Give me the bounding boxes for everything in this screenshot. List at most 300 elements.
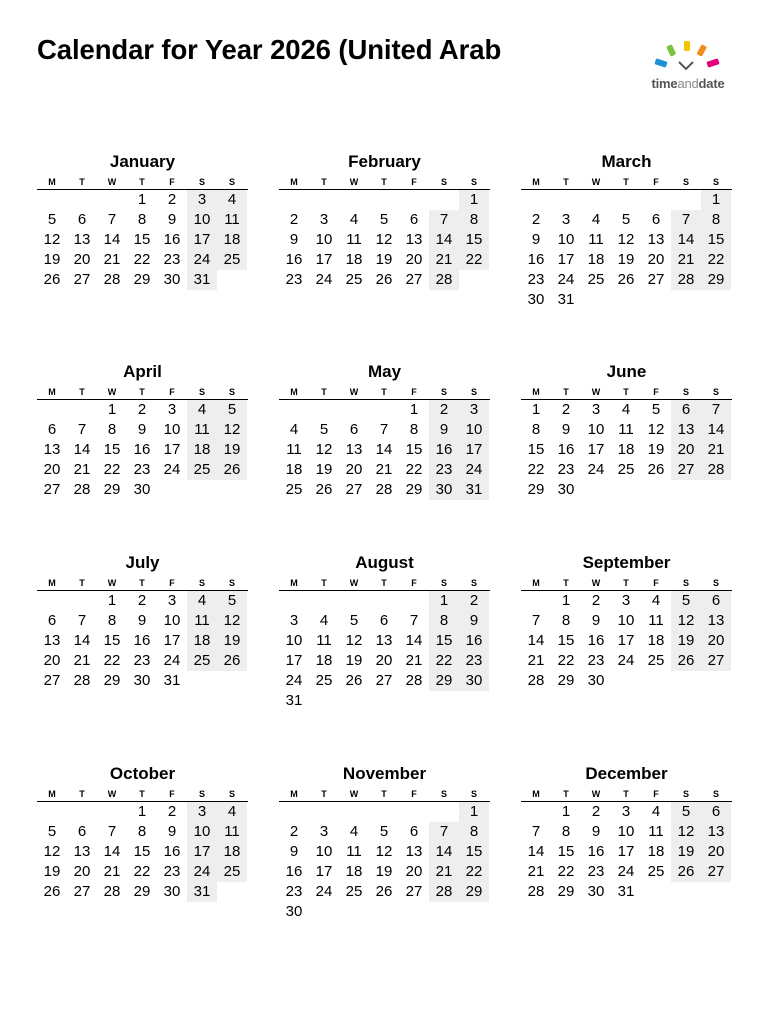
day-cell: 28: [527, 672, 545, 689]
day-cell: 2: [167, 191, 177, 208]
weekend-day-cell: [701, 671, 731, 691]
day-cell: 7: [531, 823, 541, 840]
weekend-day-cell: 25: [217, 862, 247, 882]
day-cell: 25: [647, 863, 665, 880]
day-cell: 21: [527, 863, 545, 880]
day-cell: [521, 190, 551, 210]
day-cell: [369, 691, 399, 711]
weekday-label: T: [139, 578, 145, 588]
day-cell: 18: [647, 632, 665, 649]
day-cell: 29: [133, 883, 151, 900]
weekend-day-cell: [701, 882, 731, 902]
day-cell: 20: [43, 652, 61, 669]
weekday-label: T: [381, 387, 387, 397]
day-cell: 23: [557, 461, 575, 478]
day-cell: 12: [315, 441, 333, 458]
day-cell: 13: [43, 632, 61, 649]
day-cell: 17: [163, 632, 181, 649]
day-cell: 25: [285, 481, 303, 498]
day-cell: 23: [527, 271, 545, 288]
day-cell: 23: [133, 652, 151, 669]
day-cell: 4: [349, 823, 359, 840]
weekend-day-cell: 4: [217, 802, 247, 822]
day-cell: 6: [47, 421, 57, 438]
month-march: [521, 152, 732, 310]
day-cell: 28: [527, 883, 545, 900]
day-cell: 16: [133, 441, 151, 458]
week-row: [37, 440, 248, 460]
weekday-header: [279, 177, 490, 190]
weekday-label: S: [228, 578, 235, 588]
day-cell: 13: [43, 441, 61, 458]
weekday-label: W: [591, 387, 601, 397]
day-cell: 29: [527, 481, 545, 498]
day-cell: 23: [163, 251, 181, 268]
day-cell: 15: [405, 441, 423, 458]
day-cell: [339, 400, 369, 420]
week-row: [37, 631, 248, 651]
day-cell: 13: [375, 632, 393, 649]
day-cell: 14: [73, 441, 91, 458]
day-cell: [67, 591, 97, 611]
weekend-day-cell: [429, 902, 459, 922]
day-cell: 28: [73, 481, 91, 498]
weekday-label: W: [591, 177, 601, 187]
week-row: [37, 802, 248, 822]
weekday-label: M: [532, 177, 540, 187]
weekend-day-cell: [217, 882, 247, 902]
day-cell: 20: [345, 461, 363, 478]
day-cell: 12: [617, 231, 635, 248]
day-cell: 5: [47, 823, 57, 840]
month-february: [279, 152, 490, 290]
day-cell: [369, 190, 399, 210]
weekday-header: [521, 387, 732, 400]
month-name: September: [582, 553, 671, 572]
weekend-day-cell: 11: [217, 210, 247, 230]
week-row: [37, 651, 248, 671]
month-name: June: [606, 362, 647, 381]
day-cell: [641, 671, 671, 691]
weekday-label: W: [107, 387, 117, 397]
week-row: [279, 631, 490, 651]
day-cell: 14: [103, 843, 121, 860]
weekend-day-cell: 19: [217, 631, 247, 651]
day-cell: 30: [163, 271, 181, 288]
day-cell: 11: [648, 823, 664, 840]
day-cell: 19: [375, 863, 393, 880]
weekend-day-cell: 31: [187, 882, 217, 902]
weekend-day-cell: [701, 480, 731, 500]
month-name: October: [109, 764, 176, 783]
day-cell: 14: [375, 441, 393, 458]
week-row: [521, 862, 732, 882]
day-cell: [339, 902, 369, 922]
weekend-day-cell: 7: [671, 210, 701, 230]
weekday-label: T: [563, 177, 569, 187]
weekend-day-cell: 5: [671, 591, 701, 611]
day-cell: [67, 190, 97, 210]
day-cell: 15: [133, 843, 151, 860]
day-cell: 15: [103, 441, 121, 458]
day-cell: 6: [47, 612, 57, 629]
day-cell: 17: [315, 251, 333, 268]
day-cell: 5: [621, 211, 631, 228]
timeanddate-logo[interactable]: [642, 38, 734, 94]
day-cell: 22: [103, 461, 121, 478]
weekend-day-cell: 21: [429, 862, 459, 882]
day-cell: 28: [103, 271, 121, 288]
day-cell: 30: [587, 883, 605, 900]
day-cell: 12: [345, 632, 363, 649]
day-cell: 7: [107, 211, 117, 228]
weekday-label: F: [411, 387, 417, 397]
day-cell: [309, 591, 339, 611]
day-cell: 16: [133, 632, 151, 649]
weekday-label: S: [682, 387, 689, 397]
week-row: [279, 822, 490, 842]
day-cell: 1: [409, 401, 419, 418]
day-cell: 30: [163, 883, 181, 900]
weekday-label: W: [349, 387, 359, 397]
day-cell: 18: [617, 441, 635, 458]
week-row: [37, 210, 248, 230]
week-row: [279, 882, 490, 902]
day-cell: 19: [43, 251, 61, 268]
day-cell: [641, 290, 671, 310]
day-cell: 22: [527, 461, 545, 478]
week-row: [279, 400, 490, 420]
day-cell: 18: [315, 652, 333, 669]
weekend-day-cell: 17: [459, 440, 489, 460]
weekday-label: T: [623, 578, 629, 588]
week-row: [279, 480, 490, 500]
weekday-label: S: [440, 578, 447, 588]
day-cell: 12: [375, 843, 393, 860]
weekday-label: S: [228, 177, 235, 187]
weekend-day-cell: 27: [701, 862, 731, 882]
weekday-label: T: [321, 789, 327, 799]
week-row: [521, 631, 732, 651]
day-cell: 18: [587, 251, 605, 268]
day-cell: 26: [315, 481, 333, 498]
day-cell: 19: [345, 652, 363, 669]
week-row: [279, 691, 490, 711]
weekday-label: S: [682, 789, 689, 799]
month-july: [37, 553, 248, 691]
day-cell: 14: [527, 843, 545, 860]
week-row: [37, 611, 248, 631]
weekend-day-cell: [701, 290, 731, 310]
day-cell: 27: [43, 481, 61, 498]
day-cell: 11: [346, 231, 362, 248]
weekday-label: M: [290, 789, 298, 799]
logo-wordmark: [642, 76, 734, 91]
day-cell: 27: [405, 883, 423, 900]
week-row: [279, 420, 490, 440]
day-cell: 15: [557, 843, 575, 860]
week-row: [521, 460, 732, 480]
day-cell: 15: [103, 632, 121, 649]
day-cell: 24: [617, 652, 635, 669]
weekend-day-cell: 22: [459, 250, 489, 270]
day-cell: 10: [617, 612, 635, 629]
day-cell: 22: [557, 863, 575, 880]
day-cell: 3: [319, 211, 329, 228]
day-cell: 30: [285, 903, 303, 920]
day-cell: 30: [557, 481, 575, 498]
weekday-label: F: [411, 578, 417, 588]
weekday-label: W: [591, 578, 601, 588]
weekend-day-cell: 24: [187, 862, 217, 882]
day-cell: 25: [315, 672, 333, 689]
logo-ray: [706, 58, 719, 67]
logo-text-time: time: [651, 76, 678, 91]
day-cell: 1: [137, 191, 147, 208]
weekday-label: T: [623, 177, 629, 187]
day-cell: 6: [379, 612, 389, 629]
week-row: [37, 480, 248, 500]
day-cell: [399, 591, 429, 611]
sun-rays-icon: [642, 38, 734, 74]
page-title: Calendar for Year 2026 (United Arab: [37, 34, 502, 65]
weekend-day-cell: 29: [429, 671, 459, 691]
day-cell: [641, 190, 671, 210]
week-row: [279, 210, 490, 230]
weekday-label: T: [79, 177, 85, 187]
weekday-label: T: [623, 789, 629, 799]
day-cell: 11: [286, 441, 302, 458]
week-row: [37, 842, 248, 862]
weekend-day-cell: 16: [429, 440, 459, 460]
day-cell: 2: [167, 803, 177, 820]
day-cell: 24: [163, 652, 181, 669]
day-cell: 26: [647, 461, 665, 478]
week-row: [279, 270, 490, 290]
day-cell: 29: [103, 481, 121, 498]
day-cell: 24: [617, 863, 635, 880]
weekend-day-cell: 10: [459, 420, 489, 440]
weekday-label: F: [653, 387, 659, 397]
day-cell: 6: [77, 823, 87, 840]
week-row: [279, 591, 490, 611]
weekend-day-cell: 8: [459, 210, 489, 230]
day-cell: 5: [349, 612, 359, 629]
weekend-day-cell: [429, 802, 459, 822]
day-cell: 12: [375, 231, 393, 248]
weekend-day-cell: 13: [701, 611, 731, 631]
day-cell: 19: [315, 461, 333, 478]
day-cell: 1: [561, 592, 571, 609]
week-row: [521, 440, 732, 460]
week-row: [37, 230, 248, 250]
weekday-header: [37, 177, 248, 190]
weekday-header: [279, 578, 490, 591]
day-cell: 21: [103, 863, 121, 880]
day-cell: 26: [43, 883, 61, 900]
weekend-day-cell: 20: [701, 631, 731, 651]
weekend-day-cell: 27: [701, 651, 731, 671]
day-cell: 9: [167, 211, 177, 228]
day-cell: 21: [73, 652, 91, 669]
day-cell: 12: [43, 843, 61, 860]
weekend-day-cell: 15: [459, 230, 489, 250]
weekday-label: T: [563, 578, 569, 588]
day-cell: 11: [588, 231, 604, 248]
day-cell: 29: [557, 672, 575, 689]
weekend-day-cell: [459, 691, 489, 711]
day-cell: 22: [133, 251, 151, 268]
weekend-day-cell: 6: [701, 802, 731, 822]
day-cell: 5: [47, 211, 57, 228]
day-cell: 16: [285, 863, 303, 880]
day-cell: 10: [285, 632, 303, 649]
day-cell: 31: [285, 692, 303, 709]
day-cell: 9: [137, 421, 147, 438]
day-cell: 28: [73, 672, 91, 689]
day-cell: [339, 691, 369, 711]
week-row: [521, 210, 732, 230]
day-cell: 26: [375, 271, 393, 288]
week-row: [37, 862, 248, 882]
weekend-day-cell: 30: [429, 480, 459, 500]
week-row: [521, 611, 732, 631]
weekday-label: F: [653, 177, 659, 187]
weekend-day-cell: 14: [429, 842, 459, 862]
weekend-day-cell: 21: [671, 250, 701, 270]
weekend-day-cell: 19: [671, 842, 701, 862]
day-cell: 20: [405, 863, 423, 880]
day-cell: 23: [587, 652, 605, 669]
weekday-label: F: [169, 789, 175, 799]
day-cell: 30: [133, 672, 151, 689]
day-cell: 21: [103, 251, 121, 268]
day-cell: 16: [527, 251, 545, 268]
weekend-day-cell: 4: [187, 400, 217, 420]
weekday-label: S: [682, 177, 689, 187]
day-cell: 30: [133, 481, 151, 498]
weekend-day-cell: [671, 671, 701, 691]
weekend-day-cell: [429, 190, 459, 210]
day-cell: [369, 591, 399, 611]
day-cell: [369, 902, 399, 922]
day-cell: [67, 400, 97, 420]
day-cell: 27: [647, 271, 665, 288]
day-cell: 23: [133, 461, 151, 478]
day-cell: 15: [557, 632, 575, 649]
weekend-day-cell: [187, 671, 217, 691]
day-cell: 25: [345, 271, 363, 288]
weekday-label: S: [198, 177, 205, 187]
day-cell: 7: [77, 612, 87, 629]
weekday-label: T: [381, 578, 387, 588]
day-cell: 1: [107, 401, 117, 418]
day-cell: 29: [557, 883, 575, 900]
day-cell: 17: [163, 441, 181, 458]
week-row: [279, 190, 490, 210]
day-cell: 18: [285, 461, 303, 478]
day-cell: 16: [163, 843, 181, 860]
day-cell: 7: [107, 823, 117, 840]
logo-ray: [666, 44, 676, 57]
day-cell: 3: [591, 401, 601, 418]
weekday-label: S: [198, 387, 205, 397]
day-cell: 13: [345, 441, 363, 458]
day-cell: 13: [405, 843, 423, 860]
month-name: August: [355, 553, 414, 572]
day-cell: [369, 400, 399, 420]
week-row: [279, 902, 490, 922]
weekend-day-cell: 30: [459, 671, 489, 691]
day-cell: [157, 480, 187, 500]
weekday-label: T: [139, 789, 145, 799]
week-row: [521, 802, 732, 822]
weekend-day-cell: 5: [217, 591, 247, 611]
day-cell: 15: [527, 441, 545, 458]
day-cell: 16: [587, 843, 605, 860]
weekday-label: T: [321, 578, 327, 588]
day-cell: 11: [618, 421, 634, 438]
week-row: [37, 671, 248, 691]
day-cell: 9: [591, 612, 601, 629]
weekend-day-cell: 31: [459, 480, 489, 500]
week-row: [37, 591, 248, 611]
day-cell: 22: [557, 652, 575, 669]
weekend-day-cell: 1: [459, 190, 489, 210]
logo-check: [679, 62, 693, 69]
day-cell: 2: [591, 592, 601, 609]
day-cell: 1: [137, 803, 147, 820]
week-row: [521, 250, 732, 270]
day-cell: 7: [77, 421, 87, 438]
month-april: [37, 362, 248, 500]
day-cell: 13: [73, 843, 91, 860]
month-name: April: [123, 362, 162, 381]
day-cell: 5: [651, 401, 661, 418]
week-row: [279, 842, 490, 862]
weekday-header: [37, 387, 248, 400]
day-cell: 4: [651, 803, 661, 820]
day-cell: 10: [163, 421, 181, 438]
day-cell: 17: [617, 843, 635, 860]
weekend-day-cell: 3: [187, 190, 217, 210]
day-cell: [369, 802, 399, 822]
weekday-label: M: [48, 578, 56, 588]
weekend-day-cell: 24: [187, 250, 217, 270]
day-cell: 18: [345, 251, 363, 268]
weekend-day-cell: 18: [217, 230, 247, 250]
weekend-day-cell: 12: [217, 420, 247, 440]
month-name: March: [601, 152, 652, 171]
day-cell: 28: [375, 481, 393, 498]
weekday-label: S: [198, 789, 205, 799]
weekday-label: S: [470, 578, 477, 588]
week-row: [279, 671, 490, 691]
weekday-label: S: [440, 387, 447, 397]
week-row: [521, 671, 732, 691]
day-cell: 6: [409, 823, 419, 840]
logo-text-and: and: [677, 76, 699, 91]
day-cell: 14: [73, 632, 91, 649]
week-row: [37, 420, 248, 440]
week-row: [521, 651, 732, 671]
day-cell: 17: [285, 652, 303, 669]
day-cell: 12: [647, 421, 665, 438]
weekend-day-cell: 17: [187, 842, 217, 862]
month-name: February: [348, 152, 421, 171]
day-cell: 9: [167, 823, 177, 840]
day-cell: [279, 400, 309, 420]
